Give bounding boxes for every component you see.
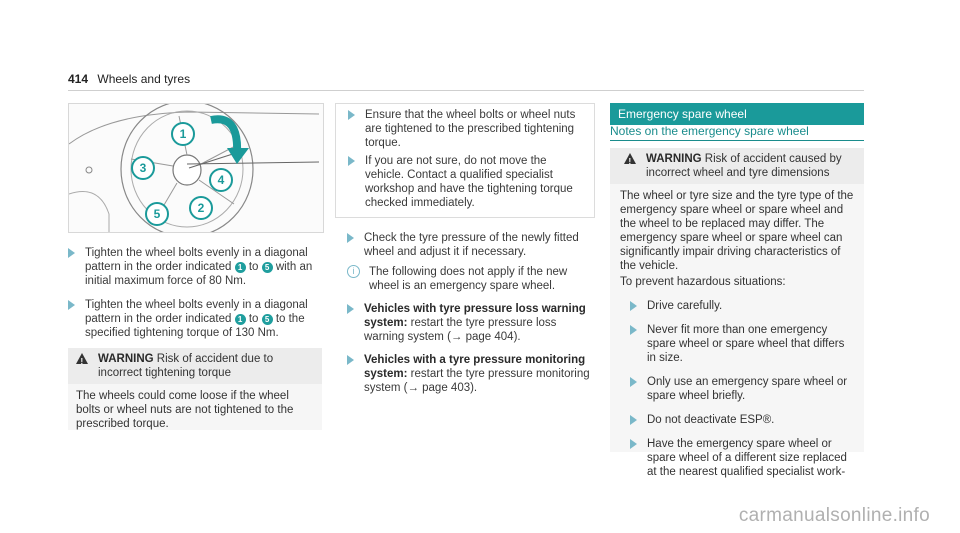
arrow-icon (348, 110, 355, 120)
callout-badge-1: 1 (235, 262, 246, 273)
warning-header (68, 348, 322, 384)
callout-badge-5: 5 (262, 314, 273, 325)
warning-header (610, 148, 864, 184)
step-text-end: with an initial maximum force of 80 Nm. (85, 261, 313, 287)
arrow-icon (347, 233, 354, 243)
step-ensure-torque (348, 108, 586, 150)
warning-box-dimensions (610, 148, 864, 478)
callout-3: 3 (131, 156, 155, 180)
page-number: 414 (68, 72, 89, 86)
watermark: carmanualsonline.info (738, 505, 930, 526)
step-check-pressure (347, 231, 591, 259)
section-bar: Emergency spare wheel (610, 103, 864, 125)
step-text: If you are not sure, do not move the vehicle. Contact a qualified specialist workshop and have the tightening torque checked immediately. (365, 155, 573, 209)
step-text-end: to the specified tightening torque of 130 Nm. (85, 313, 305, 339)
column-2 (347, 231, 591, 395)
warning-body (610, 184, 864, 484)
arrow-icon (347, 355, 354, 365)
step-text: Ensure that the wheel bolts or wheel nuts are tightened to the prescribed tightening torque. (365, 109, 576, 149)
arrow-icon (630, 325, 637, 335)
list-item (630, 437, 856, 479)
list-item (630, 299, 856, 313)
warning-label: WARNING (98, 353, 154, 365)
warning-box-torque (68, 348, 322, 430)
step-tpl-warning (347, 302, 591, 344)
page-title: Wheels and tyres (97, 72, 191, 86)
step-condition: Vehicles with a tyre pressure monitoring system: (364, 354, 586, 380)
warning-headline: Risk of accident caused by incorrect wheel and tyre dimensions (646, 153, 842, 179)
header-divider (68, 90, 864, 91)
warning-intro: To prevent hazardous situations: (620, 276, 786, 288)
list-item (630, 413, 856, 427)
step-text: restart the tyre pressure monitoring system (→ page 403). (364, 368, 590, 394)
warning-label: WARNING (646, 153, 702, 165)
list-item (630, 375, 856, 403)
arrow-icon (347, 304, 354, 314)
warning-paragraph: The wheel or tyre size and the tyre type of the emergency spare wheel or spare wheel and the wheel to be replaced may differ. The emergency spare wheel or spare wheel can significantly impair driving characteristics of the vehicle. (620, 190, 854, 272)
info-icon: i (347, 265, 360, 278)
step-condition: Vehicles with tyre pressure loss warning system: (364, 303, 586, 329)
step-if-unsure (348, 154, 586, 210)
step-tpm-system (347, 353, 591, 395)
section-title: Notes on the emergency spare wheel (610, 124, 809, 138)
warning-body: The wheels could come loose if the wheel bolts or wheel nuts are not tightened to the prescribed torque. (76, 390, 294, 430)
step-tighten-final (68, 298, 322, 340)
warning-icon: ! (624, 153, 636, 164)
step-text: Check the tyre pressure of the newly fitted wheel and adjust it if necessary. (364, 232, 579, 258)
callout-4: 4 (209, 168, 233, 192)
step-text-to: to (248, 313, 259, 325)
list-item-text: Never fit more than one emergency spare wheel or spare wheel that differs in size. (647, 324, 845, 364)
step-tighten-initial (68, 246, 322, 288)
arrow-icon (68, 300, 75, 310)
callout-2: 2 (189, 196, 213, 220)
callout-1: 1 (171, 122, 195, 146)
warning-headline: Risk of accident due to incorrect tightening torque (98, 353, 274, 379)
step-text-to: to (248, 261, 259, 273)
arrow-icon (630, 439, 637, 449)
callout-5: 5 (145, 202, 169, 226)
section-title-rule (610, 140, 864, 141)
arrow-icon (630, 301, 637, 311)
check-box (335, 103, 595, 218)
arrow-icon (630, 415, 637, 425)
list-item-text: Have the emergency spare wheel or spare wheel of a different size replaced at the nearest qualified specialist work- (647, 438, 847, 478)
step-text: restart the tyre pressure loss warning system (→ page 404). (364, 317, 557, 343)
list-item (630, 323, 856, 365)
warning-icon: ! (76, 353, 88, 364)
column-1 (68, 246, 322, 340)
page-header (68, 72, 190, 86)
info-text: The following does not apply if the new wheel is an emergency spare wheel. (369, 266, 568, 292)
callout-badge-1: 1 (235, 314, 246, 325)
callout-badge-5: 5 (262, 262, 273, 273)
list-item-text: Only use an emergency spare wheel or spare wheel briefly. (647, 376, 848, 402)
step-text: Tighten the wheel bolts evenly in a diagonal pattern in the order indicated (85, 299, 308, 325)
wheel-illustration (68, 103, 324, 233)
arrow-icon (348, 156, 355, 166)
arrow-icon (68, 248, 75, 258)
arrow-icon (630, 377, 637, 387)
info-note (347, 265, 591, 293)
step-text: Tighten the wheel bolts evenly in a diagonal pattern in the order indicated (85, 247, 308, 273)
list-item-text: Drive carefully. (647, 300, 723, 312)
list-item-text: Do not deactivate ESP®. (647, 414, 775, 426)
